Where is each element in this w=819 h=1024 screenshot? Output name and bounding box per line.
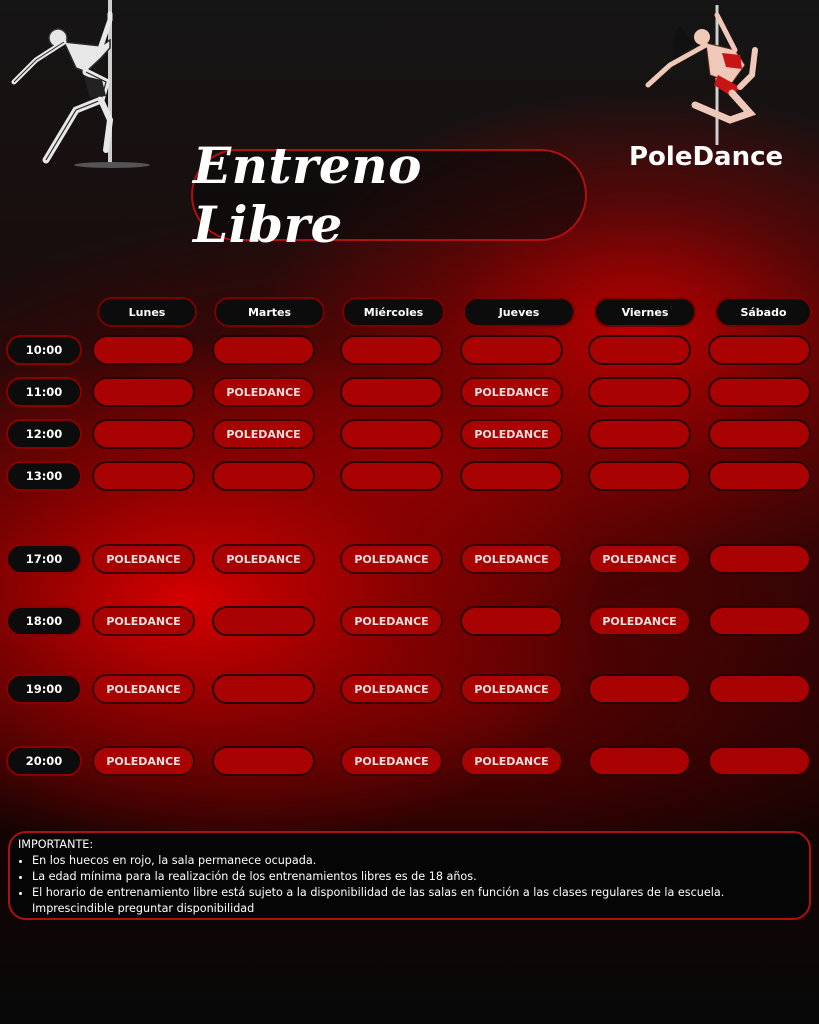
schedule-cell [92, 419, 195, 449]
schedule-cell [92, 377, 195, 407]
schedule-cell [588, 461, 691, 491]
schedule-cell [588, 335, 691, 365]
schedule-cell [588, 419, 691, 449]
time-label: 17:00 [6, 544, 82, 574]
schedule-cell [92, 335, 195, 365]
note-item: • La edad mínima para la realización de los entrenamientos libres es de 18 años. [32, 869, 801, 885]
title-banner [191, 136, 587, 254]
schedule-cell: POLEDANCE [588, 544, 691, 574]
schedule-cell: POLEDANCE [92, 674, 195, 704]
schedule-cell [92, 461, 195, 491]
male-pole-dancer-icon [6, 0, 151, 170]
schedule-cell [460, 461, 563, 491]
schedule-cell [708, 377, 811, 407]
female-pole-dancer-icon [640, 5, 770, 145]
brand-logo-text: PoleDance [629, 142, 784, 172]
schedule-cell [708, 335, 811, 365]
schedule-cell [708, 461, 811, 491]
schedule-cell [340, 461, 443, 491]
schedule-cell [588, 674, 691, 704]
day-header: Miércoles [342, 297, 445, 327]
time-label: 13:00 [6, 461, 82, 491]
schedule-cell: POLEDANCE [340, 674, 443, 704]
schedule-cell [340, 419, 443, 449]
schedule-cell [212, 461, 315, 491]
schedule-cell [588, 377, 691, 407]
schedule-cell [212, 335, 315, 365]
schedule-cell [460, 606, 563, 636]
day-header: Jueves [463, 297, 575, 327]
schedule-cell [212, 606, 315, 636]
schedule-cell [588, 746, 691, 776]
notes-heading: IMPORTANTE: [18, 838, 94, 851]
time-label: 20:00 [6, 746, 82, 776]
schedule-cell [212, 746, 315, 776]
notes-panel [8, 831, 811, 920]
schedule-cell [708, 419, 811, 449]
schedule-cell: POLEDANCE [460, 419, 563, 449]
time-label: 10:00 [6, 335, 82, 365]
schedule-cell: POLEDANCE [460, 674, 563, 704]
time-label: 19:00 [6, 674, 82, 704]
time-label: 12:00 [6, 419, 82, 449]
day-header: Lunes [97, 297, 197, 327]
day-header: Viernes [594, 297, 696, 327]
schedule-cell: POLEDANCE [212, 544, 315, 574]
schedule-cell [708, 674, 811, 704]
time-label: 11:00 [6, 377, 82, 407]
schedule-cell [708, 746, 811, 776]
note-item: • En los huecos en rojo, la sala permanece ocupada. [32, 853, 801, 869]
schedule-cell [460, 335, 563, 365]
day-header: Sábado [715, 297, 812, 327]
schedule-cell: POLEDANCE [212, 377, 315, 407]
schedule-cell [340, 335, 443, 365]
schedule-cell [708, 544, 811, 574]
schedule-cell: POLEDANCE [460, 544, 563, 574]
schedule-cell: POLEDANCE [340, 544, 443, 574]
schedule-cell: POLEDANCE [92, 606, 195, 636]
schedule-cell: POLEDANCE [212, 419, 315, 449]
note-item: • El horario de entrenamiento libre está sujeto a la disponibilidad de las salas en función a las clases regulares de la escuela. Imprescindible preguntar disponibilidad [32, 885, 801, 917]
schedule-cell: POLEDANCE [588, 606, 691, 636]
schedule-cell [340, 377, 443, 407]
schedule-cell: POLEDANCE [460, 377, 563, 407]
schedule-cell: POLEDANCE [92, 746, 195, 776]
schedule-cell: POLEDANCE [460, 746, 563, 776]
schedule-cell: POLEDANCE [340, 746, 443, 776]
schedule-cell [708, 606, 811, 636]
schedule-cell: POLEDANCE [92, 544, 195, 574]
day-header: Martes [214, 297, 325, 327]
page-title: Entreno Libre [193, 136, 422, 254]
notes-list [18, 853, 801, 917]
schedule-cell [212, 674, 315, 704]
schedule-cell: POLEDANCE [340, 606, 443, 636]
time-label: 18:00 [6, 606, 82, 636]
